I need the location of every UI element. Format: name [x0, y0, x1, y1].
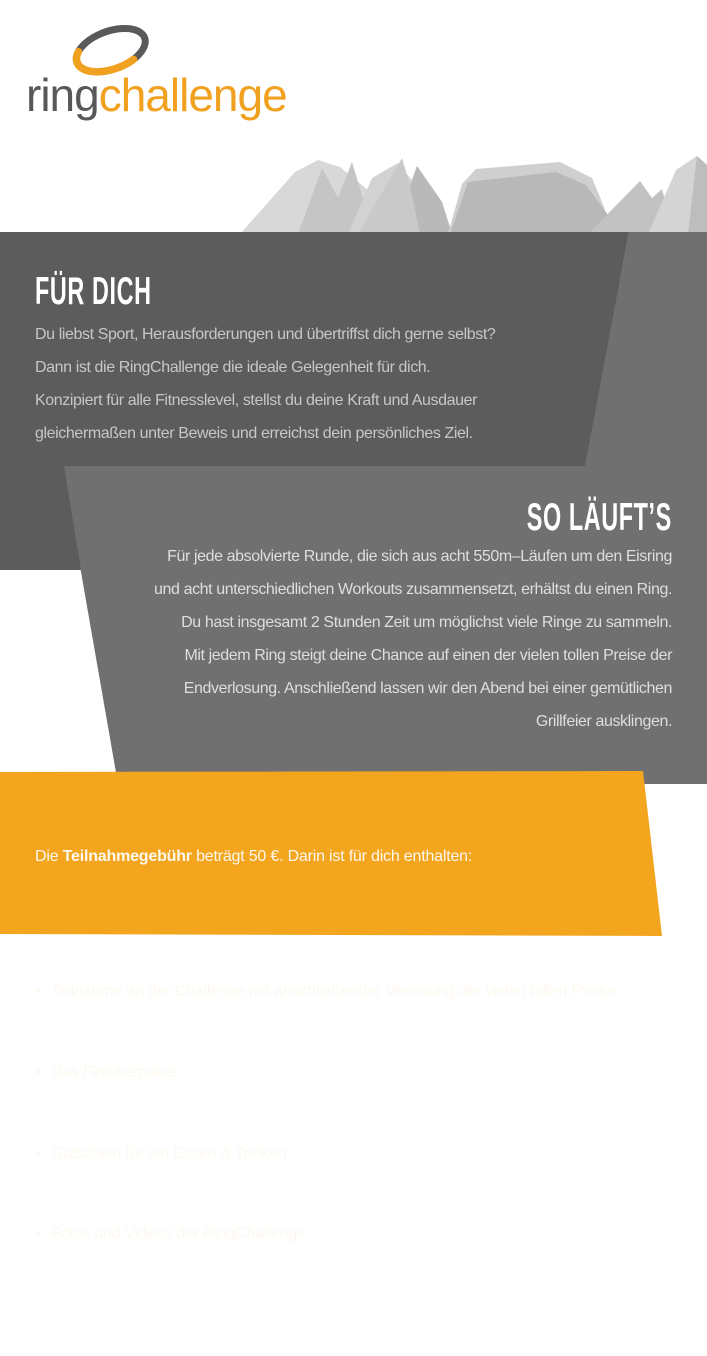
- mountain-range: [240, 156, 707, 234]
- paragraph-line: Grillfeier ausklingen.: [535, 713, 672, 730]
- pricing-intro-pre: Die: [35, 848, 63, 865]
- bullet-icon: •: [35, 1144, 41, 1162]
- pricing-list-item: [35, 1060, 616, 1087]
- logo-word-challenge: challenge: [98, 69, 287, 121]
- fuer-dich-paragraph: [35, 318, 495, 450]
- pricing-list: [35, 925, 616, 1302]
- paragraph-line: und acht unterschiedlichen Workouts zusammensetzt, erhältst du einen Ring.: [154, 581, 672, 598]
- so-laeufts-paragraph: [154, 540, 672, 738]
- section-title-fuer-dich: FÜR DICH: [35, 270, 152, 313]
- paragraph-line: Du hast insgesamt 2 Stunden Zeit um möglichst viele Ringe zu sammeln.: [181, 614, 672, 631]
- pricing-item-text: Das Finisherpaket: [51, 1063, 177, 1081]
- paragraph-line: Mit jedem Ring steigt deine Chance auf einen der vielen tollen Preise der: [184, 647, 672, 664]
- paragraph-line: Dann ist die RingChallenge die ideale Gelegenheit für dich.: [35, 359, 431, 376]
- pricing-item-text: Fotos und Videos der RingChallenge: [51, 1225, 306, 1243]
- pricing-section: [35, 789, 616, 1356]
- paragraph-line: Endverlosung. Anschließend lassen wir den Abend bei einer gemütlichen: [183, 680, 672, 697]
- pricing-list-item: [35, 1141, 616, 1168]
- logo-wordmark: [26, 68, 287, 122]
- paragraph-line: gleichermaßen unter Beweis und erreichst dein persönliches Ziel.: [35, 425, 473, 442]
- pricing-intro-post: beträgt 50 €. Darin ist für dich enthalten:: [191, 848, 473, 865]
- pricing-item-text: Teilnahme an der Challenge mit anschließender Verlosung der vielen tollen Preise: [51, 983, 616, 1000]
- paragraph-line: Konzipiert für alle Fitnesslevel, stellst du deine Kraft und Ausdauer: [35, 392, 477, 409]
- pricing-list-item: [35, 1221, 616, 1248]
- paragraph-line: Für jede absolvierte Runde, die sich aus acht 550m–Läufen um den Eisring: [167, 548, 672, 565]
- pricing-intro-bold: Teilnahmegebühr: [62, 848, 192, 865]
- logo: [26, 14, 386, 134]
- logo-word-ring: ring: [26, 69, 99, 121]
- pricing-item-text: Gutschein für ein Essen & Trinken: [51, 1144, 287, 1162]
- bullet-icon: •: [35, 1225, 41, 1243]
- section-title-so-laeufts: SO LÄUFT’S: [526, 496, 672, 539]
- pricing-list-item: [35, 979, 616, 1006]
- bullet-icon: •: [35, 1063, 41, 1081]
- bullet-icon: •: [35, 983, 41, 1000]
- pricing-intro: [35, 843, 616, 870]
- paragraph-line: Du liebst Sport, Herausforderungen und übertriffst dich gerne selbst?: [35, 326, 496, 343]
